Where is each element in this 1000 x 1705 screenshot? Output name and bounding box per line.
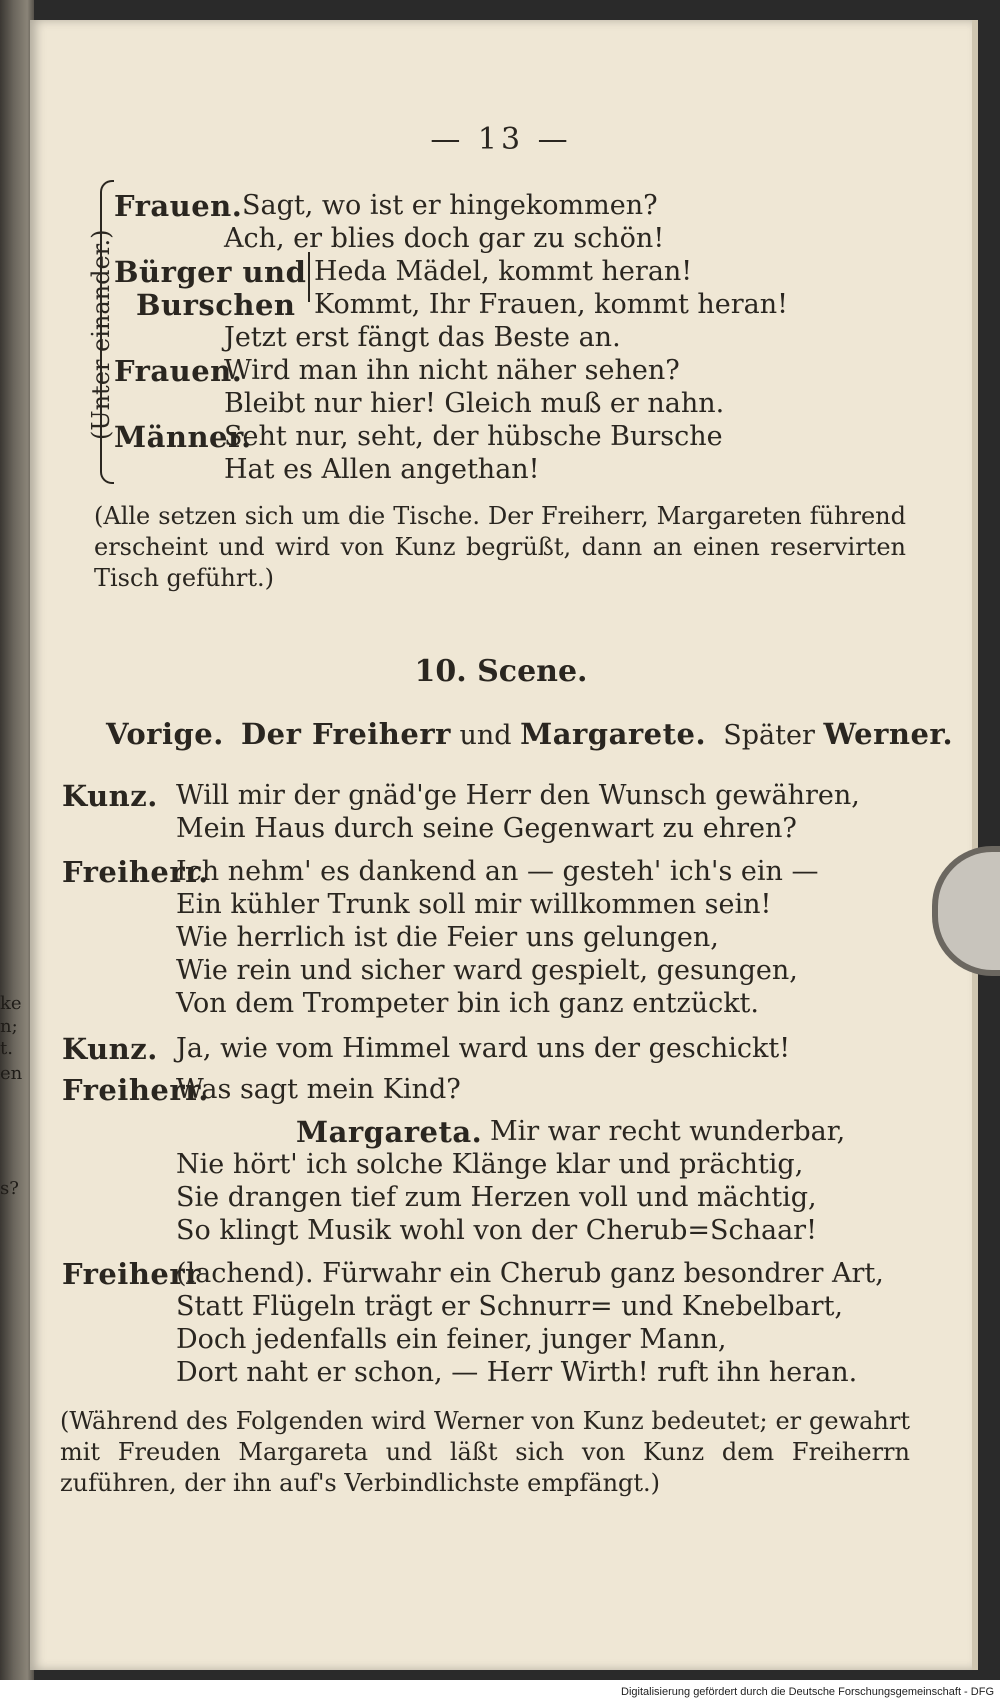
verse-line: Wird man ihn nicht näher sehen? xyxy=(224,355,680,386)
verse-line: Wie herrlich ist die Feier uns gelungen, xyxy=(176,922,719,953)
edge-fragment: t. xyxy=(0,1038,13,1059)
character: Der Freiherr xyxy=(240,717,451,751)
scene-title: 10. Scene. xyxy=(414,654,588,689)
edge-fragment: s? xyxy=(0,1178,19,1199)
book-page xyxy=(30,20,978,1670)
speaker-label: Frauen. xyxy=(114,354,243,388)
side-label: (Unter einander.) xyxy=(87,229,115,440)
verse-line: Ein kühler Trunk soll mir willkommen sein! xyxy=(176,889,772,920)
verse-line: Mir war recht wunderbar, xyxy=(490,1116,846,1147)
verse-line: Heda Mädel, kommt heran! xyxy=(314,256,693,287)
speaker-label: Bürger und xyxy=(114,255,307,289)
verse-line: Ja, wie vom Himmel ward uns der geschickt! xyxy=(176,1033,791,1064)
verse-line: Ach, er blies doch gar zu schön! xyxy=(224,223,665,254)
speaker-label: Freiherr. xyxy=(62,1073,209,1107)
verse-line: Kommt, Ihr Frauen, kommt heran! xyxy=(314,289,788,320)
verse-line: Dort naht er schon, — Herr Wirth! ruft ihn heran. xyxy=(176,1357,858,1388)
edge-fragment: en xyxy=(0,1063,23,1084)
later-label: Später xyxy=(723,720,815,751)
speaker-label: Kunz. xyxy=(62,779,158,813)
edge-fragment: ke xyxy=(0,993,22,1014)
dfg-credit: Digitalisierung gefördert durch die Deutsche Forschungsgemeinschaft - DFG xyxy=(621,1686,994,1698)
character: Margarete. xyxy=(520,717,707,751)
verse-line: Ich nehm' es dankend an — gesteh' ich's ein — xyxy=(176,856,819,887)
edge-fragment: n; xyxy=(0,1016,18,1037)
verse-line: Hat es Allen angethan! xyxy=(224,454,540,485)
speaker-label: Freiherr. xyxy=(62,855,209,889)
verse-line: Sagt, wo ist er hingekommen? xyxy=(242,190,658,221)
character: Werner. xyxy=(823,717,954,751)
verse-line: So klingt Musik wohl von der Cherub=Schaar! xyxy=(176,1215,817,1246)
verse-line: Will mir der gnäd'ge Herr den Wunsch gewähren, xyxy=(176,780,860,811)
stage-direction: (Während des Folgenden wird Werner von Kunz bedeutet; er gewahrt mit Freuden Margareta und läßt sich von Kunz dem Freiherrn zuführen, der ihn auf's Verbindlichste empfängt.) xyxy=(60,1407,910,1497)
verse-line: Statt Flügeln trägt er Schnurr= und Knebelbart, xyxy=(176,1291,843,1322)
speaker-label: Freiherr xyxy=(62,1257,201,1291)
verse-line: Sie drangen tief zum Herzen voll und mächtig, xyxy=(176,1182,817,1213)
characters-line xyxy=(106,717,954,751)
conjunction: und xyxy=(459,720,512,751)
speaker-label: Männer. xyxy=(114,420,252,454)
verse-line: Doch jedenfalls ein feiner, junger Mann, xyxy=(176,1324,727,1355)
speaker-label: Margareta. xyxy=(296,1115,483,1149)
speaker-label: Frauen. xyxy=(114,189,243,223)
verse-line: Seht nur, seht, der hübsche Bursche xyxy=(224,421,723,452)
verse-line: (lachend). Fürwahr ein Cherub ganz besondrer Art, xyxy=(176,1258,884,1289)
stage-direction: (Alle setzen sich um die Tische. Der Freiherr, Margareten führend erscheint und wird von Kunz begrüßt, dann an einen reservirten Tisch geführt.) xyxy=(94,502,906,592)
group-brace xyxy=(100,180,114,484)
verse-line: Jetzt erst fängt das Beste an. xyxy=(224,322,621,353)
verse-line: Wie rein und sicher ward gespielt, gesungen, xyxy=(176,955,798,986)
verse-line: Von dem Trompeter bin ich ganz entzückt. xyxy=(176,988,759,1019)
verse-line: Was sagt mein Kind? xyxy=(176,1074,461,1105)
verse-line: Mein Haus durch seine Gegenwart zu ehren? xyxy=(176,813,797,844)
speaker-label: Burschen xyxy=(136,288,296,322)
verse-line: Bleibt nur hier! Gleich muß er nahn. xyxy=(224,388,725,419)
speaker-label: Kunz. xyxy=(62,1032,158,1066)
character: Vorige. xyxy=(106,717,224,751)
book-spine xyxy=(0,0,34,1690)
page-number: — 13 — xyxy=(430,122,572,157)
verse-line: Nie hört' ich solche Klänge klar und prächtig, xyxy=(176,1149,804,1180)
